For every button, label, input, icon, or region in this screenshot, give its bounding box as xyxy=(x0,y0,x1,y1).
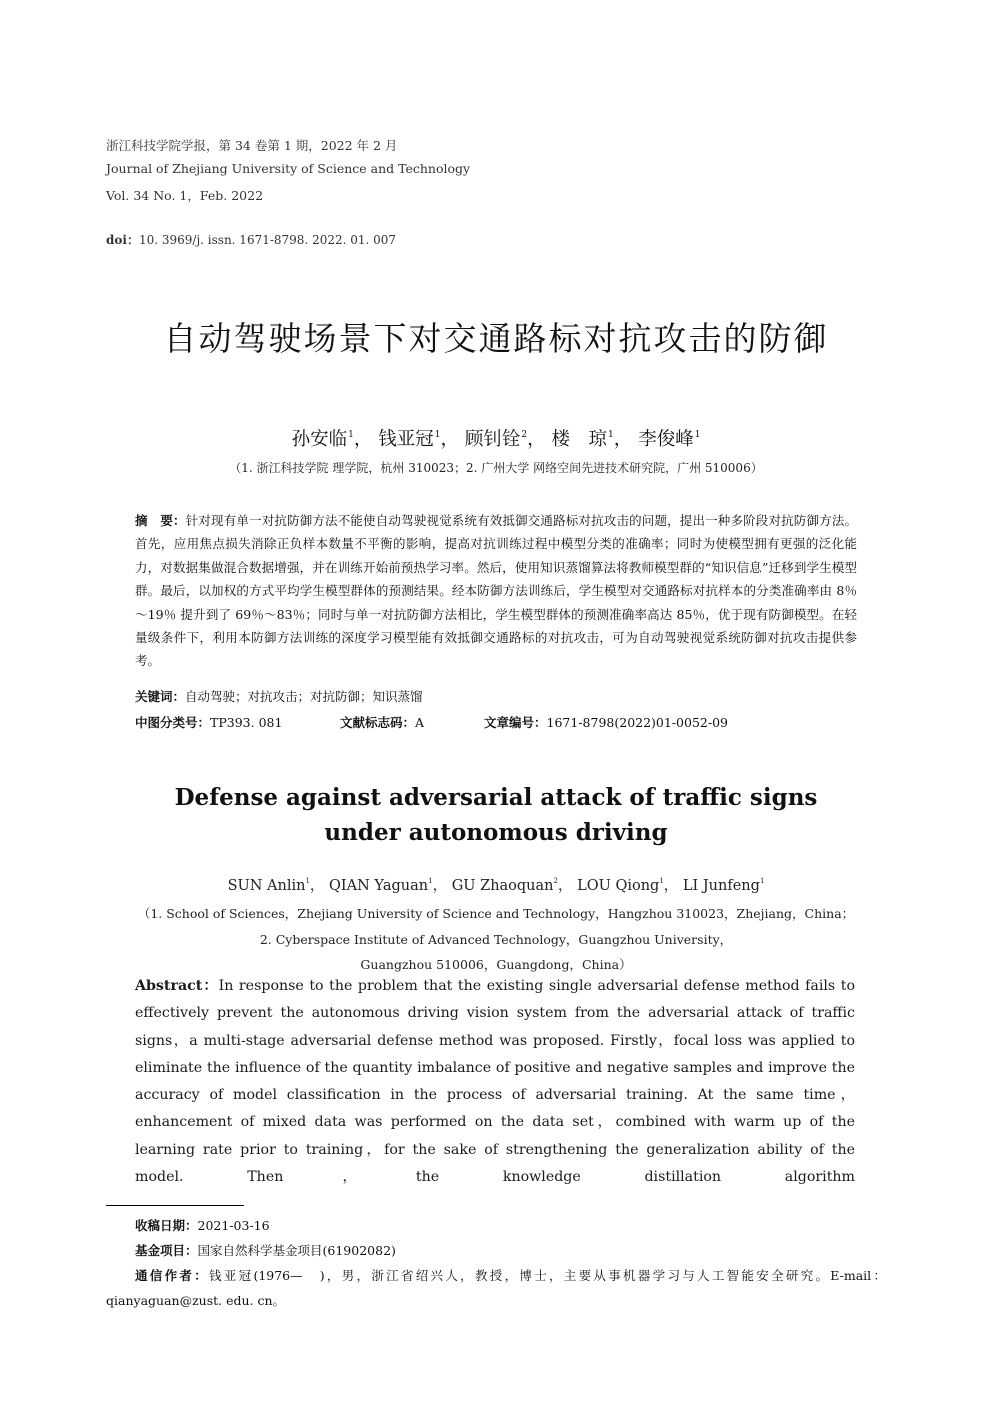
paper-title-en-line1: Defense against adversarial attack of traffic signs xyxy=(174,784,818,811)
document-code: 文献标志码：A xyxy=(340,715,425,730)
keywords-cn xyxy=(135,687,423,705)
doi-value[interactable]: 10. 3969/j. issn. 1671-8798. 2022. 01. 007 xyxy=(138,233,397,247)
doi-label: doi： xyxy=(106,233,139,247)
author-en: GU Zhaoquan$^2$， xyxy=(451,877,573,894)
author-cn: 孙安临$^1$， xyxy=(291,429,373,450)
author-list-cn xyxy=(0,425,992,451)
author-list-en xyxy=(0,874,992,895)
journal-volume: Vol. 34 No. 1，Feb. 2022 xyxy=(106,188,264,203)
keywords-cn-label: 关键词： xyxy=(135,689,186,704)
affiliation-en xyxy=(0,901,992,978)
affiliation-en-line: Guangzhou 510006，Guangdong，China） xyxy=(360,957,632,972)
footnote-fund: 基金项目：国家自然科学基金项目(61902082) xyxy=(135,1243,396,1258)
author-cn: 楼 琼$^1$， xyxy=(551,429,633,450)
abstract-cn xyxy=(135,509,857,673)
paper-title-en-line2: under autonomous driving xyxy=(324,819,668,846)
paper-title-cn: 自动驾驶场景下对交通路标对抗攻击的防御 xyxy=(163,319,829,358)
footnote-received: 收稿日期：2021-03-16 xyxy=(135,1218,270,1233)
author-en: LOU Qiong$^1$， xyxy=(577,877,679,894)
abstract-cn-text: 针对现有单一对抗防御方法不能使自动驾驶视觉系统有效抵御交通路标对抗攻击的问题，提出一种多阶段对抗防御方法。首先，应用焦点损失消除正负样本数量不平衡的影响，提高对抗训练过程中模型分类的准确率；同时为使模型拥有更强的泛化能力，对数据集做混合数据增强，并在训练开始前预热学习率。然后，使用知识蒸馏算法将教师模型群的“知识信息”迁移到学生模型群。最后，以加权的方式平均学生模型群体的预测结果。经本防御方法训练后，学生模型对交通路标对抗样本的分类准确率由 8％～19％ 提升到了 69％～83％；同时与单一对抗防御方法相比，学生模型群体的预测准确率高达 85％，优于现有防御模型。在轻量级条件下，利用本防御方法训练的深度学习模型能有效抵御交通路标的对抗攻击，可为自动驾驶视觉系统防御对抗攻击提供参考。 xyxy=(135,513,857,669)
author-cn: 钱亚冠$^1$， xyxy=(378,429,459,450)
author-en: QIAN Yaguan$^1$， xyxy=(329,877,448,894)
footnote-corresponding-author: 通信作者：钱亚冠(1976— )，男，浙江省绍兴人，教授，博士，主要从事机器学习与人工智能安全研究。E-mail：qianyaguan@zust. edu. cn。 xyxy=(106,1268,886,1308)
abstract-en-label: Abstract： xyxy=(135,978,219,994)
author-en: LI Junfeng$^1$ xyxy=(682,877,765,894)
author-cn: 顾钊铨$^2$， xyxy=(464,429,546,450)
doi xyxy=(106,231,396,248)
abstract-cn-label: 摘 要： xyxy=(135,513,186,528)
footnote-divider xyxy=(106,1205,244,1206)
abstract-en-text: In response to the problem that the existing single adversarial defense method fails to effectively prevent the autonomous driving vision system from the adversarial attack of traffic signs，a multi-stage adversarial defense method was proposed. Firstly，focal loss was applied to eliminate the influence of the quantity imbalance of positive and negative samples and improve the accuracy of model classification in the process of adversarial training. At the same time，enhancement of mixed data was performed on the data set，combined with warm up of the learning rate prior to training，for the sake of strengthening the generalization ability of the model. Then，the knowledge distillation algorithm xyxy=(135,978,855,1186)
affiliation-en-line: 2. Cyberspace Institute of Advanced Technology，Guangzhou University， xyxy=(259,931,733,947)
paper-title-en xyxy=(0,780,992,850)
clc-number: 中图分类号：TP393. 081 xyxy=(135,715,283,730)
journal-header-cn: 浙江科技学院学报，第 34 卷第 1 期，2022 年 2 月 xyxy=(106,138,398,153)
article-number: 文章编号：1671-8798(2022)01-0052-09 xyxy=(484,715,728,730)
affiliation-en-line: （1. School of Sciences，Zhejiang University of Science and Technology，Hangzhou 310023，Zhejiang，China； xyxy=(137,906,855,921)
abstract-en xyxy=(135,973,855,1191)
author-cn: 李俊峰$^1$ xyxy=(638,429,701,450)
keywords-cn-text: 自动驾驶；对抗攻击；对抗防御；知识蒸馏 xyxy=(185,689,423,704)
journal-header-en: Journal of Zhejiang University of Science and Technology xyxy=(106,161,471,176)
affiliation-cn: （1. 浙江科技学院 理学院，杭州 310023；2. 广州大学 网络空间先进技术研究院，广州 510006） xyxy=(229,461,763,475)
author-en: SUN Anlin$^1$， xyxy=(227,877,325,894)
